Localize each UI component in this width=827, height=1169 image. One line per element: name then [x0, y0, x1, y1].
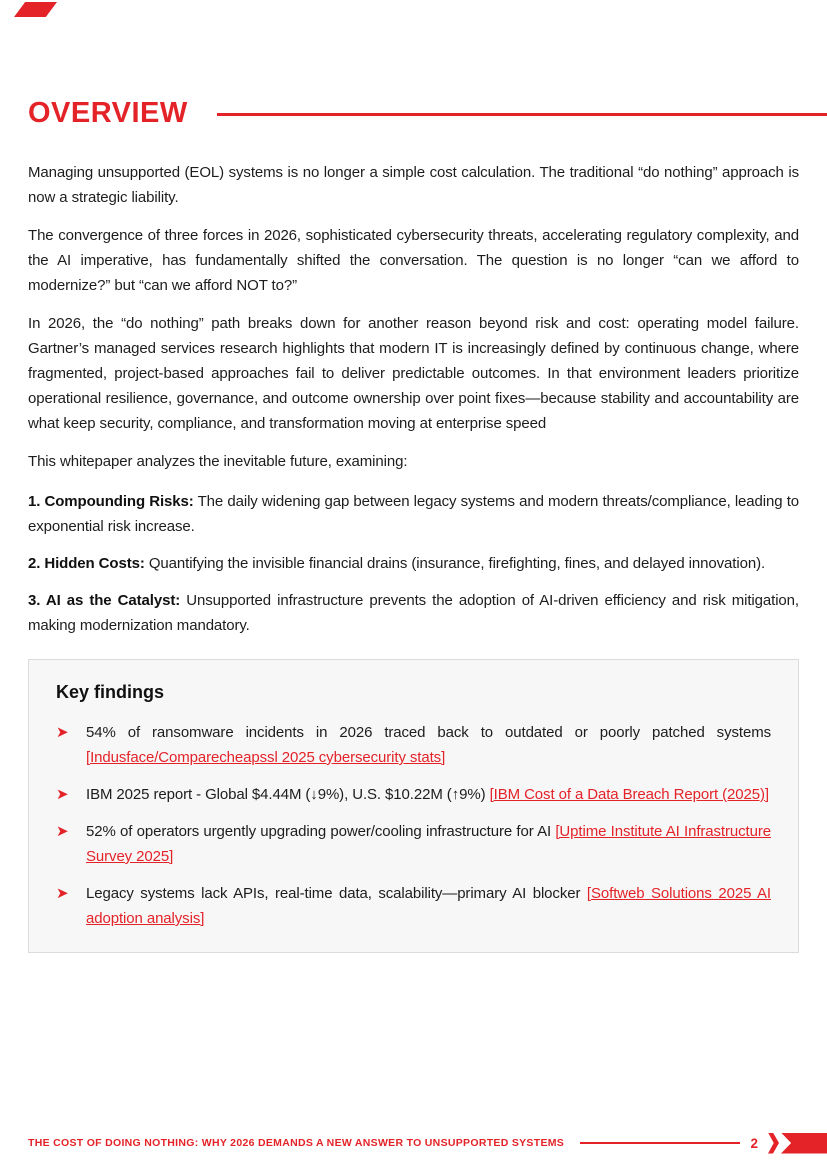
finding-source-link[interactable]: [Softweb Solutions 2025 AI adoption analysis] [86, 885, 771, 927]
list-item [56, 782, 771, 807]
key-findings-box [28, 659, 799, 953]
numbered-point-label: 2. Hidden Costs: [28, 555, 145, 572]
footer-title: THE COST OF DOING NOTHING: WHY 2026 DEMANDS A NEW ANSWER TO UNSUPPORTED SYSTEMS [28, 1137, 565, 1149]
finding-text [86, 819, 771, 869]
section-heading-row [28, 0, 799, 130]
ribbon-chevron-icon [768, 1133, 779, 1154]
numbered-point-text: Quantifying the invisible financial drains (insurance, firefighting, fines, and delayed innovation). [148, 555, 766, 572]
numbered-point-text: The daily widening gap between legacy systems and modern threats/compliance, leading to exponential risk increase. [28, 493, 800, 535]
finding-text [86, 720, 771, 770]
finding-statement: 54% of ransomware incidents in 2026 traced back to outdated or poorly patched systems [86, 724, 771, 741]
paragraph: Managing unsupported (EOL) systems is no longer a simple cost calculation. The traditional “do nothing” approach is now a strategic liability. [28, 164, 799, 206]
finding-source-link[interactable]: [Uptime Institute AI Infrastructure Survey 2025] [86, 823, 771, 865]
footer-rule [580, 1142, 740, 1144]
numbered-point [28, 551, 799, 576]
numbered-point-label: 1. Compounding Risks: [28, 493, 194, 510]
page-title: OVERVIEW [28, 97, 188, 129]
list-item [56, 881, 771, 931]
paragraph: In 2026, the “do nothing” path breaks down for another reason beyond risk and cost: operating model failure. Gartner’s managed services research highlights that modern IT is increasingly defined by continuous change, where fragmented, project-based approaches fail to deliver predictable outcomes. In that environment leaders prioritize operational resilience, governance, and outcome ownership over point fixes—because stability and accountability are what keep security, compliance, and transformation moving at enterprise speed [28, 315, 799, 432]
numbered-point [28, 489, 799, 539]
key-findings-list [56, 720, 771, 931]
numbered-point-label: 3. AI as the Catalyst: [28, 592, 181, 609]
arrow-bullet-icon: ➤ [56, 885, 69, 902]
heading-rule [217, 113, 827, 116]
ribbon-bar-icon [781, 1133, 827, 1154]
numbered-point-text: Unsupported infrastructure prevents the adoption of AI-driven efficiency and risk mitigation, making modernization mandatory. [28, 592, 799, 634]
finding-statement: 52% of operators urgently upgrading power/cooling infrastructure for AI [86, 823, 552, 840]
paragraph: The convergence of three forces in 2026, sophisticated cybersecurity threats, accelerating regulatory complexity, and the AI imperative, has fundamentally shifted the conversation. The question is no longer “can we afford to modernize?” but “can we afford NOT to?” [28, 227, 799, 294]
page-footer [0, 1131, 827, 1155]
body-copy [28, 160, 799, 638]
finding-source-link[interactable]: [IBM Cost of a Data Breach Report (2025)] [489, 786, 769, 803]
finding-statement: IBM 2025 report - Global $4.44M (↓9%), U.S. $10.22M (↑9%) [86, 786, 486, 803]
corner-ribbon-bottom-right-icon [768, 1133, 827, 1154]
arrow-bullet-icon: ➤ [56, 786, 69, 803]
finding-statement: Legacy systems lack APIs, real-time data, scalability—primary AI blocker [86, 885, 581, 902]
page-number: 2 [750, 1135, 758, 1151]
arrow-bullet-icon: ➤ [56, 823, 69, 840]
list-item [56, 819, 771, 869]
arrow-bullet-icon: ➤ [56, 724, 69, 741]
numbered-point [28, 588, 799, 638]
finding-text [86, 881, 771, 931]
key-findings-title: Key findings [56, 682, 165, 702]
finding-text [86, 782, 771, 807]
paragraph: This whitepaper analyzes the inevitable future, examining: [28, 453, 408, 470]
finding-source-link[interactable]: [Indusface/Comparecheapssl 2025 cybersecurity stats] [86, 749, 446, 766]
list-item [56, 720, 771, 770]
